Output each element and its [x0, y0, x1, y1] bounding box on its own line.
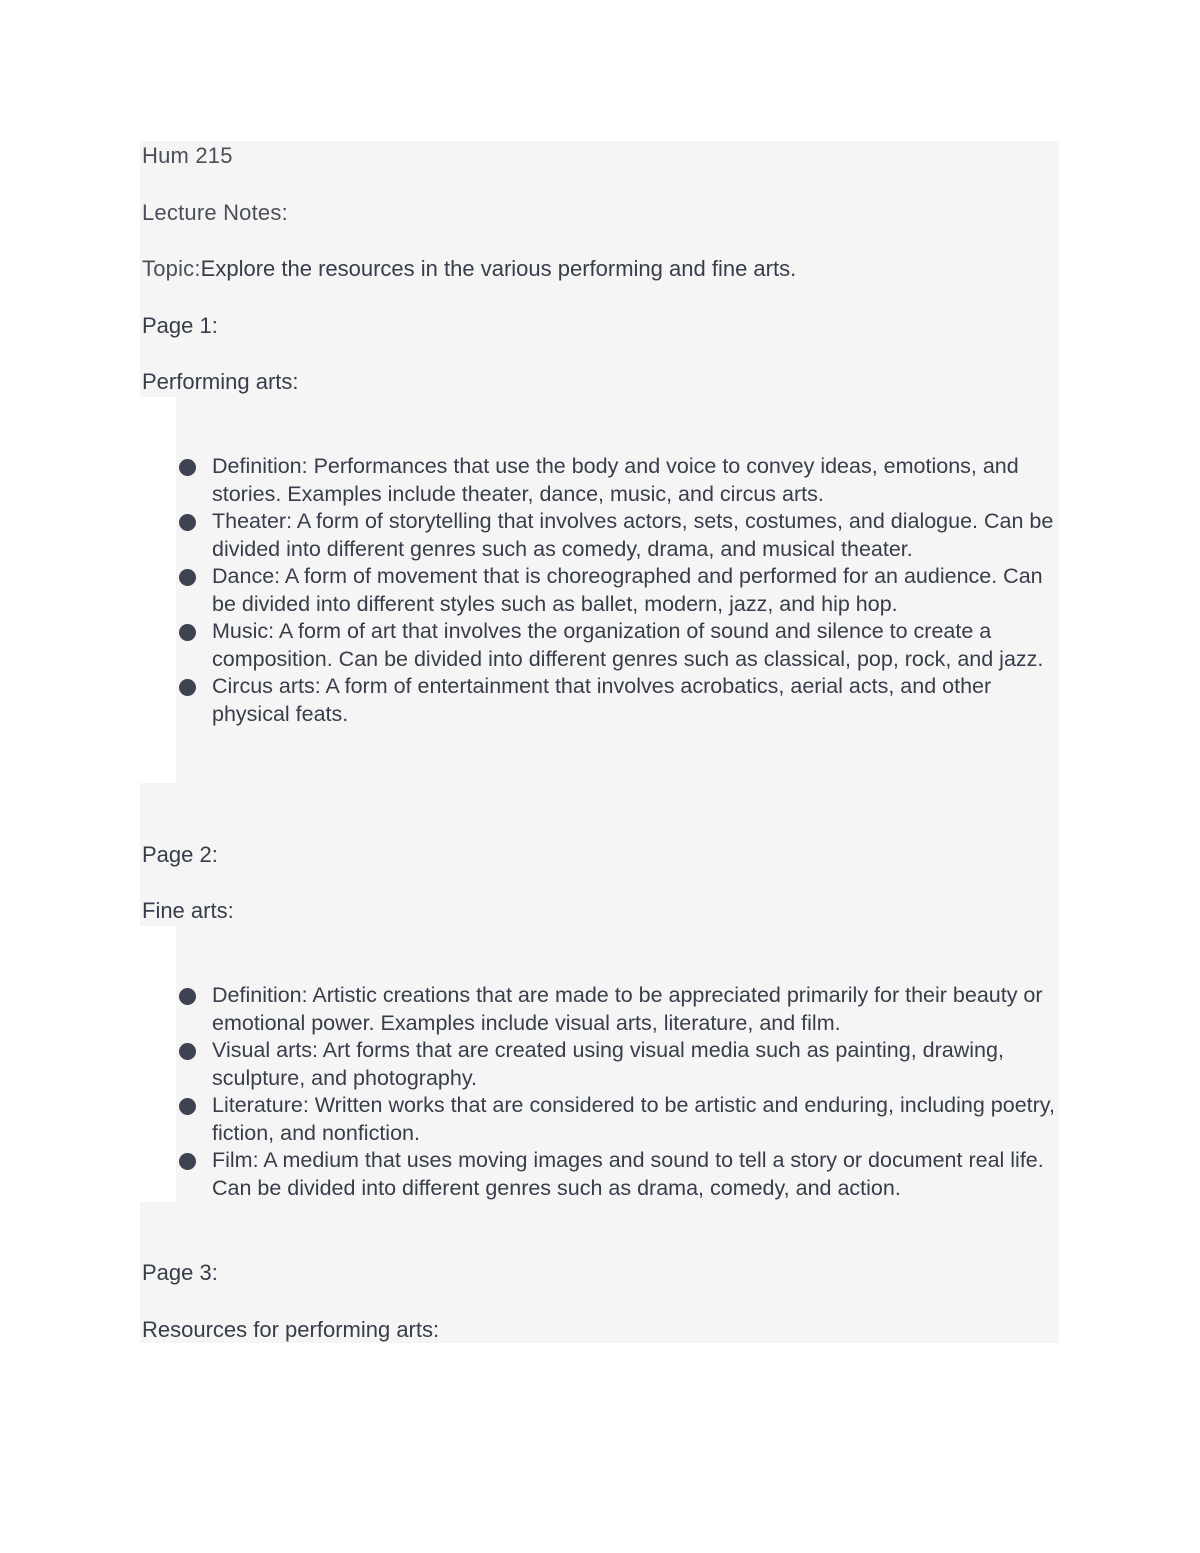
topic-text: Explore the resources in the various performing and fine arts.	[200, 256, 797, 281]
page3-heading: Page 3:	[142, 1260, 218, 1285]
bullet-icon	[179, 1098, 196, 1115]
performing-arts-resources-heading: Resources for performing arts:	[142, 1317, 440, 1342]
list-item-text: Literature: Written works that are considered to be artistic and enduring, including poetry, fiction, and nonfiction.	[212, 1093, 1055, 1145]
topic-label: Topic:	[142, 256, 201, 281]
course-title: Hum 215	[142, 143, 233, 168]
list-item	[178, 1092, 1062, 1147]
list-item	[178, 982, 1062, 1037]
performing-arts-heading: Performing arts:	[142, 369, 299, 394]
bullet-icon	[179, 1043, 196, 1060]
list-item-text: Circus arts: A form of entertainment that involves acrobatics, aerial acts, and other physical feats.	[212, 674, 992, 726]
list-item-text: Visual arts: Art forms that are created using visual media such as painting, drawing, sculpture, and photography.	[212, 1038, 1004, 1090]
bullet-icon	[179, 1153, 196, 1170]
fine-arts-heading: Fine arts:	[142, 898, 234, 923]
bullet-icon	[179, 988, 196, 1005]
page2-heading: Page 2:	[142, 842, 218, 867]
list-item	[178, 508, 1062, 563]
lecture-notes-label: Lecture Notes:	[142, 200, 288, 225]
bullet-icon	[179, 679, 196, 696]
list-item-text: Dance: A form of movement that is choreographed and performed for an audience. Can be divided into different styles such as ballet, modern, jazz, and hip hop.	[212, 564, 1043, 616]
list-item	[178, 618, 1062, 673]
list-item	[178, 453, 1062, 508]
bullet-icon	[179, 459, 196, 476]
list-item-text: Definition: Performances that use the body and voice to convey ideas, emotions, and stories. Examples include theater, dance, music, and circus arts.	[212, 454, 1019, 506]
performing-arts-list	[178, 453, 1062, 728]
topic-line	[142, 255, 796, 283]
fine-arts-list	[178, 982, 1062, 1202]
shaded-block-page2	[140, 783, 1059, 926]
list-item	[178, 1037, 1062, 1092]
list-item-text: Music: A form of art that involves the organization of sound and silence to create a composition. Can be divided into different genres such as classical, pop, rock, and jazz.	[212, 619, 1044, 671]
list-item	[178, 563, 1062, 618]
list-item	[178, 1147, 1062, 1202]
bullet-icon	[179, 624, 196, 641]
list-item	[178, 673, 1062, 728]
bullet-icon	[179, 514, 196, 531]
page1-heading: Page 1:	[142, 313, 218, 338]
bullet-icon	[179, 569, 196, 586]
list-item-text: Definition: Artistic creations that are made to be appreciated primarily for their beauty or emotional power. Examples include visual arts, literature, and film.	[212, 983, 1043, 1035]
list-item-text: Theater: A form of storytelling that involves actors, sets, costumes, and dialogue. Can be divided into different genres such as comedy, drama, and musical theater.	[212, 509, 1054, 561]
list-item-text: Film: A medium that uses moving images and sound to tell a story or document real life. Can be divided into different genres such as drama, comedy, and action.	[212, 1148, 1044, 1200]
